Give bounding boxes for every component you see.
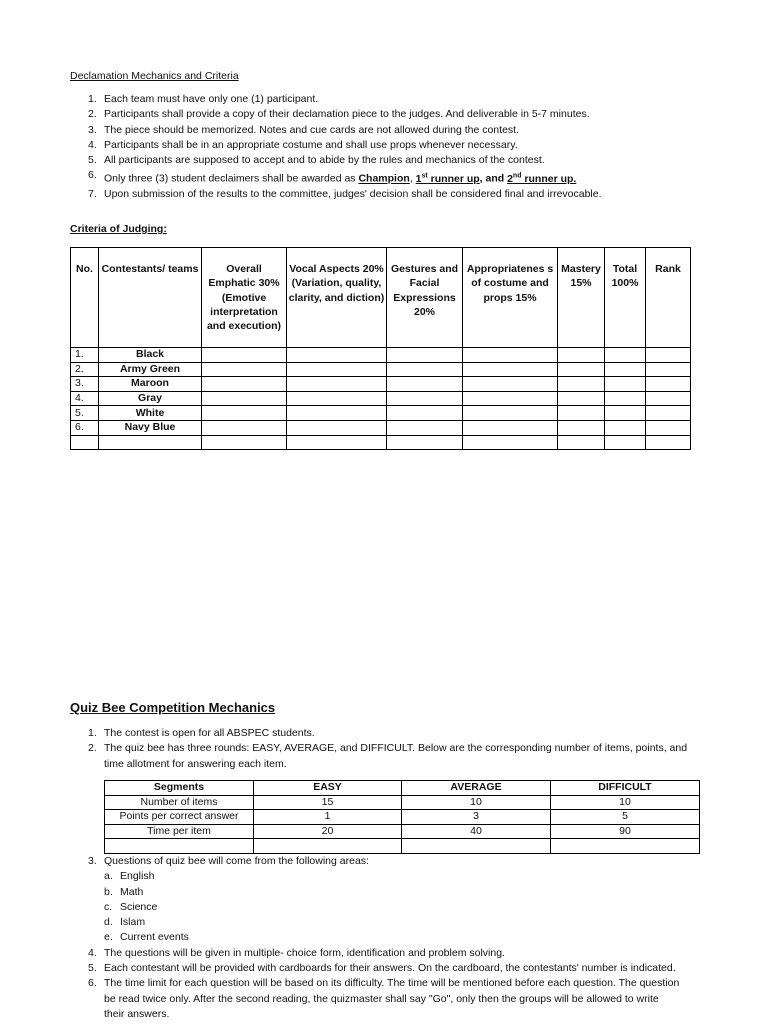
team-name: Black	[99, 348, 202, 363]
table-header-row	[105, 781, 700, 796]
quiz-title: Quiz Bee Competition Mechanics	[70, 700, 276, 715]
table-row	[71, 406, 691, 421]
row-number: 2.	[71, 362, 99, 377]
column-header: EASY	[254, 781, 402, 796]
column-header: Gestures and Facial Expressions 20%	[387, 248, 463, 348]
column-header: AVERAGE	[402, 781, 551, 796]
team-name: Navy Blue	[99, 420, 202, 435]
table-row	[71, 348, 691, 363]
team-name: Army Green	[99, 362, 202, 377]
table-header-row	[71, 248, 691, 348]
table-row	[71, 420, 691, 435]
table-row: Number of items 15 10 10	[105, 795, 700, 810]
list-item: 4. Participants shall be in an appropriate costume and shall use props whenever necessary.	[88, 138, 518, 151]
judging-criteria-table	[70, 247, 691, 450]
table-row	[71, 391, 691, 406]
list-item: 6. The time limit for each question will be based on its difficulty. The time will be mentioned before each question. The question	[88, 977, 680, 990]
list-item: their answers.	[104, 1007, 170, 1020]
column-header: Vocal Aspects 20% (Variation, quality, clarity, and diction)	[287, 248, 387, 348]
list-item: 5. Each contestant will be provided with cardboards for their answers. On the cardboard, the contestants' number is indicated.	[88, 962, 676, 975]
second-runner-up-label: 2nd runner up.	[507, 172, 577, 185]
row-number: 5.	[71, 406, 99, 421]
list-item: c. Science	[104, 900, 158, 913]
list-item: a. English	[104, 870, 155, 883]
row-number: 6.	[71, 420, 99, 435]
list-item: 4. The questions will be given in multiple- choice form, identification and problem solving.	[88, 946, 505, 959]
column-header: Total 100%	[605, 248, 646, 348]
column-header: DIFFICULT	[551, 781, 700, 796]
table-row: Time per item 20 40 90	[105, 824, 700, 839]
quiz-rules-bottom	[70, 854, 679, 1022]
team-name: Gray	[99, 391, 202, 406]
column-header: Segments	[105, 781, 254, 796]
list-item: be read twice only. After the second reading, the quizmaster shall say "Go", only then the groups will be allowed to write	[104, 992, 659, 1005]
list-item: 6. Only three (3) student declaimers shall be awarded as Champion, 1st runner up, and 2nd runner up.	[88, 169, 577, 185]
column-header: Rank	[646, 248, 691, 348]
quiz-rules-top	[70, 726, 687, 772]
row-number: 3.	[71, 377, 99, 392]
list-item: 5. All participants are supposed to accept and to abide by the rules and mechanics of the contest.	[88, 154, 545, 167]
list-item: 7. Upon submission of the results to the committee, judges' decision shall be considered final and irrevocable.	[88, 188, 602, 201]
column-header: Mastery 15%	[558, 248, 605, 348]
champion-label: Champion	[358, 172, 410, 185]
list-item: b. Math	[104, 885, 144, 898]
row-number: 4.	[71, 391, 99, 406]
column-header: No.	[71, 248, 99, 348]
list-item: d. Islam	[104, 916, 146, 929]
table-row: Points per correct answer 1 3 5	[105, 810, 700, 825]
column-header: Overall Emphatic 30% (Emotive interpretation and execution)	[202, 248, 287, 348]
table-row	[71, 435, 691, 450]
declamation-rules	[70, 92, 602, 203]
table-row	[71, 377, 691, 392]
list-item: 2. The quiz bee has three rounds: EASY, AVERAGE, and DIFFICULT. Below are the corresponding number of items, points, and	[88, 742, 688, 755]
quiz-segments-table	[104, 780, 700, 854]
column-header: Appropriatenes s of costume and props 15%	[463, 248, 558, 348]
list-item: time allotment for answering each item.	[104, 757, 287, 770]
list-item: 1. Each team must have only one (1) participant.	[88, 93, 319, 105]
list-item: 3. The piece should be memorized. Notes and cue cards are not allowed during the contest.	[88, 123, 519, 136]
list-item: 3. Questions of quiz bee will come from the following areas:	[88, 855, 369, 867]
table-row	[105, 839, 700, 854]
table-row	[71, 362, 691, 377]
criteria-title: Criteria of Judging:	[70, 223, 167, 235]
column-header: Contestants/ teams	[99, 248, 202, 348]
row-number: 1.	[71, 348, 99, 363]
team-name: Maroon	[99, 377, 202, 392]
team-name: White	[99, 406, 202, 421]
first-runner-up-label: 1st runner up	[415, 172, 480, 185]
list-item: e. Current events	[104, 931, 189, 944]
list-item: 2. Participants shall provide a copy of their declamation piece to the judges. And deliverable in 5-7 minutes.	[88, 108, 590, 121]
declamation-title: Declamation Mechanics and Criteria	[70, 70, 239, 82]
list-item: 1. The contest is open for all ABSPEC students.	[88, 727, 315, 739]
